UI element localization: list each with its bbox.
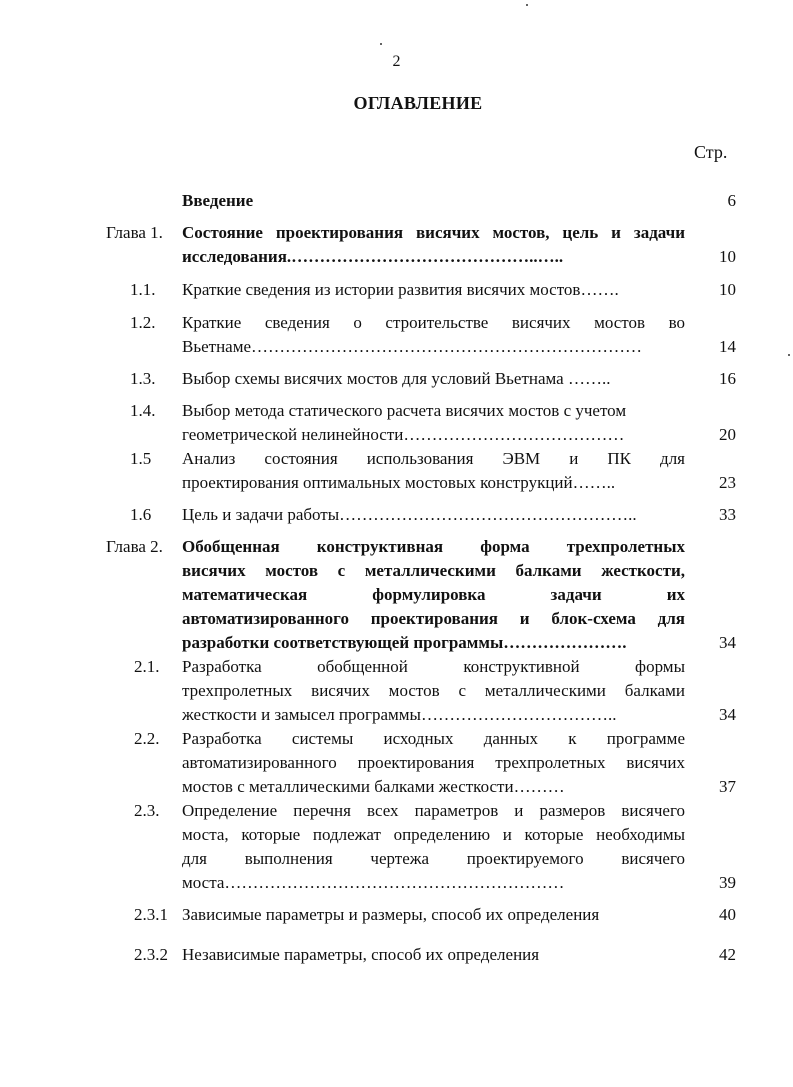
toc-entry-label: 1.5	[130, 449, 152, 468]
toc-entry-title-line: математическая формулировка задачи их	[182, 585, 685, 604]
toc-entry-title-line: для выполнения чертежа проектируемого висячего	[182, 849, 685, 868]
toc-entry-text: Цель и задачи работы	[182, 505, 340, 524]
toc-entry-page: 10	[719, 280, 736, 299]
toc-entry-label: 1.1.	[130, 280, 156, 299]
toc-leader-dots: ………	[513, 777, 565, 796]
toc-entry-title-line	[182, 777, 685, 797]
toc-entry-title-line	[182, 247, 685, 267]
toc-entry-text: Вьетнаме	[182, 337, 252, 356]
toc-entry-label: 2.3.	[134, 801, 160, 820]
scan-speck	[526, 4, 528, 6]
toc-entry-title-line	[182, 633, 685, 653]
toc-leader-dots: ……………………………………………………	[224, 873, 565, 892]
toc-entry-page: 10	[719, 247, 736, 266]
page-column-label: Стр.	[694, 142, 728, 162]
toc-entry-title-line: Состояние проектирования висячих мостов, цель и задачи	[182, 223, 685, 242]
toc-leader-dots: ……………………………..	[420, 705, 617, 724]
toc-entry-page: 14	[719, 337, 736, 356]
toc-entry-page: 42	[719, 945, 736, 964]
scan-speck	[788, 354, 790, 356]
toc-entry-label: 2.2.	[134, 729, 160, 748]
toc-entry-page: 16	[719, 369, 736, 388]
toc-entry-page: 34	[719, 705, 736, 724]
toc-entry-title-line	[182, 473, 685, 493]
toc-entry-label: 2.1.	[134, 657, 160, 676]
toc-entry-title-line: Краткие сведения о строительстве висячих мостов во	[182, 313, 685, 332]
toc-entry-title-line	[182, 705, 685, 725]
toc-entry-title-line	[182, 280, 685, 300]
toc-entry-page: 40	[719, 905, 736, 924]
toc-entry-text: геометрической нелинейности	[182, 425, 404, 444]
toc-entry-title-line: Разработка системы исходных данных к программе	[182, 729, 685, 748]
page-title: ОГЛАВЛЕНИЕ	[353, 93, 483, 113]
toc-entry-page: 6	[727, 191, 736, 210]
toc-entry-title-line: Выбор метода статического расчета висячих мостов с учетом	[182, 401, 627, 420]
toc-entry-title-line	[182, 369, 685, 389]
toc-leader-dots: ……..	[572, 473, 616, 492]
scan-speck	[380, 43, 382, 45]
toc-entry-label: 1.4.	[130, 401, 156, 420]
toc-entry-text: Краткие сведения из истории развития висячих мостов	[182, 280, 581, 299]
toc-entry-title-line: автоматизированного проектирования трехпролетных висячих	[182, 753, 685, 772]
toc-entry-title-line: трехпролетных висячих мостов с металлическими балками	[182, 681, 685, 700]
toc-entry-page: 23	[719, 473, 736, 492]
toc-entry-label: 1.3.	[130, 369, 156, 388]
toc-leader-dots: ………………….	[503, 633, 627, 652]
toc-entry-title-line	[182, 337, 685, 357]
toc-entry-label: 2.3.1	[134, 905, 168, 924]
toc-leader-dots: …………………………………	[403, 425, 625, 444]
toc-entry-title-line: Зависимые параметры и размеры, способ их определения	[182, 905, 600, 924]
toc-entry-text: исследования.	[182, 247, 292, 266]
toc-entry-page: 20	[719, 425, 736, 444]
toc-entry-title: Введение	[182, 191, 254, 210]
toc-entry-text: разработки соответствующей программы	[182, 633, 504, 652]
toc-entry-title-line: Независимые параметры, способ их определения	[182, 945, 540, 964]
toc-entry-title-line: висячих мостов с металлическими балками жесткости,	[182, 561, 685, 580]
toc-entry-title-line: Обобщенная конструктивная форма трехпролетных	[182, 537, 685, 556]
toc-leader-dots: ……………………………………………………………	[251, 337, 643, 356]
toc-leader-dots: …….	[580, 280, 619, 299]
toc-entry-page: 34	[719, 633, 736, 652]
toc-entry-title-line: автоматизированного проектирования и блок-схема для	[182, 609, 685, 628]
toc-leader-dots: ……..	[567, 369, 611, 388]
toc-leader-dots: ……………………………………………..	[339, 505, 637, 524]
toc-entry-text: проектирования оптимальных мостовых конструкций	[182, 473, 573, 492]
toc-entry-title-line	[182, 425, 685, 445]
toc-entry-text: моста	[182, 873, 225, 892]
toc-entry-text: жесткости и замысел программы	[182, 705, 421, 724]
toc-entry-page: 39	[719, 873, 736, 892]
toc-entry-label: 1.2.	[130, 313, 156, 332]
toc-entry-label: 1.6	[130, 505, 152, 524]
toc-entry-title-line: моста, которые подлежат определению и которые необходимы	[182, 825, 685, 844]
toc-entry-title-line	[182, 873, 685, 893]
toc-entry-title-line	[182, 505, 685, 525]
toc-entry-title-line: Анализ состояния использования ЭВМ и ПК для	[182, 449, 685, 468]
page-number: 2	[392, 53, 401, 70]
toc-entry-label: Глава 2.	[106, 537, 163, 556]
toc-entry-page: 37	[719, 777, 736, 796]
toc-entry-label: Глава 1.	[106, 223, 163, 242]
toc-leader-dots: ……………………………………..…..	[291, 247, 564, 266]
toc-entry-title-line: Разработка обобщенной конструктивной формы	[182, 657, 685, 676]
toc-entry-page: 33	[719, 505, 736, 524]
toc-entry-text: Выбор схемы висячих мостов для условий Вьетнама	[182, 369, 564, 388]
toc-entry-title-line: Определение перечня всех параметров и размеров висячего	[182, 801, 685, 820]
toc-entry-text: мостов с металлическими балками жесткости	[182, 777, 514, 796]
toc-entry-label: 2.3.2	[134, 945, 168, 964]
